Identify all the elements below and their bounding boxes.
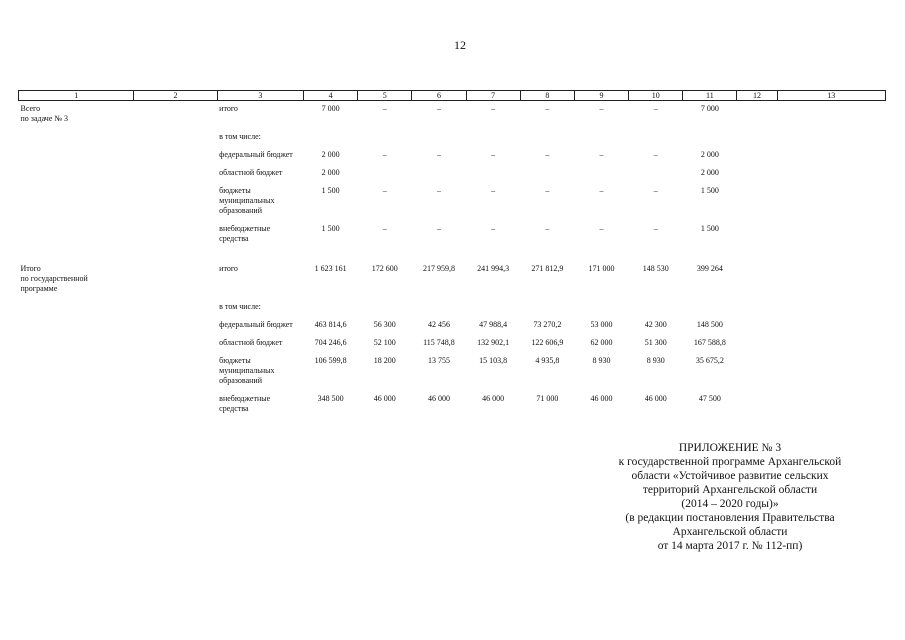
empty-cell: [777, 317, 885, 335]
empty-cell: [737, 335, 777, 353]
appendix-line: Архангельской области: [672, 526, 788, 538]
empty-cell: [737, 261, 777, 299]
empty-cell: [134, 221, 217, 249]
value-cell: [574, 165, 628, 183]
value-cell: 1 500: [321, 186, 340, 195]
empty-cell: [134, 165, 217, 183]
value-cell: –: [599, 150, 604, 159]
empty-cell: [737, 391, 777, 419]
value-cell: [629, 165, 683, 183]
group-label: [19, 165, 134, 183]
value-cell: 148 500: [696, 320, 723, 329]
table-row: [19, 183, 886, 221]
value-cell: [466, 129, 520, 147]
value-cell: –: [436, 150, 441, 159]
table-row: [19, 221, 886, 249]
value-cell: –: [599, 104, 604, 113]
column-header-12: 12: [737, 91, 777, 101]
empty-cell: [777, 261, 885, 299]
value-cell: 42 456: [427, 320, 450, 329]
value-cell: 46 000: [427, 394, 450, 403]
value-cell: 106 599,8: [314, 356, 347, 365]
value-cell: 399 264: [696, 264, 723, 273]
value-cell: [574, 299, 628, 317]
table-row: [19, 391, 886, 419]
table-row: [19, 299, 886, 317]
empty-cell: [134, 183, 217, 221]
value-cell: 15 103,8: [479, 356, 508, 365]
column-header-7: 7: [466, 91, 520, 101]
value-cell: [683, 299, 737, 317]
group-label: [19, 391, 134, 419]
value-cell: [412, 165, 466, 183]
value-cell: [303, 299, 357, 317]
section-spacer: [19, 249, 886, 261]
empty-cell: [777, 129, 885, 147]
value-cell: 1 500: [321, 224, 340, 233]
value-cell: –: [382, 150, 387, 159]
table-header-row: [19, 91, 886, 101]
empty-cell: [737, 129, 777, 147]
value-cell: 1 500: [700, 186, 719, 195]
value-cell: 56 300: [373, 320, 396, 329]
value-cell: 62 000: [590, 338, 613, 347]
value-cell: 71 000: [536, 394, 559, 403]
row-label: итого: [219, 104, 238, 113]
column-header-2: 2: [134, 91, 217, 101]
row-label: в том числе:: [219, 132, 261, 141]
appendix-note: [580, 441, 880, 553]
value-cell: –: [653, 150, 658, 159]
appendix-line: (в редакции постановления Правительства: [625, 512, 835, 524]
value-cell: 8 930: [646, 356, 665, 365]
value-cell: 241 994,3: [477, 264, 510, 273]
empty-cell: [737, 147, 777, 165]
value-cell: –: [436, 104, 441, 113]
appendix-line: ПРИЛОЖЕНИЕ № 3: [678, 442, 782, 454]
row-label: областной бюджет: [219, 168, 283, 177]
column-header-8: 8: [520, 91, 574, 101]
value-cell: –: [653, 224, 658, 233]
value-cell: 132 902,1: [477, 338, 510, 347]
appendix-line: к государственной программе Архангельской: [618, 456, 842, 468]
row-label: в том числе:: [219, 302, 261, 311]
value-cell: [574, 129, 628, 147]
row-label: бюджеты муниципальных образований: [219, 356, 275, 385]
empty-cell: [737, 317, 777, 335]
group-label: [19, 147, 134, 165]
value-cell: 73 270,2: [533, 320, 562, 329]
value-cell: 46 000: [482, 394, 505, 403]
value-cell: 52 100: [373, 338, 396, 347]
table-row: [19, 261, 886, 299]
value-cell: [412, 299, 466, 317]
empty-cell: [134, 353, 217, 391]
value-cell: 2 000: [700, 168, 719, 177]
value-cell: 47 500: [698, 394, 721, 403]
group-label: [19, 299, 134, 317]
value-cell: 704 246,6: [314, 338, 347, 347]
value-cell: 271 812,9: [531, 264, 564, 273]
empty-cell: [777, 353, 885, 391]
appendix-line: области «Устойчивое развитие сельских: [631, 470, 829, 482]
value-cell: –: [653, 104, 658, 113]
empty-cell: [134, 335, 217, 353]
value-cell: 46 000: [644, 394, 667, 403]
value-cell: –: [491, 186, 496, 195]
budget-table: [18, 90, 886, 419]
column-header-5: 5: [358, 91, 412, 101]
empty-cell: [134, 261, 217, 299]
table-row: [19, 165, 886, 183]
empty-cell: [777, 165, 885, 183]
value-cell: –: [436, 224, 441, 233]
empty-cell: [737, 183, 777, 221]
empty-cell: [737, 165, 777, 183]
column-header-3: 3: [217, 91, 303, 101]
empty-cell: [737, 299, 777, 317]
group-label: [19, 317, 134, 335]
empty-cell: [777, 183, 885, 221]
value-cell: –: [599, 186, 604, 195]
group-label: [19, 129, 134, 147]
empty-cell: [134, 147, 217, 165]
empty-cell: [134, 129, 217, 147]
value-cell: [520, 165, 574, 183]
value-cell: 167 588,8: [693, 338, 726, 347]
empty-cell: [777, 299, 885, 317]
column-header-11: 11: [683, 91, 737, 101]
value-cell: –: [653, 186, 658, 195]
column-header-9: 9: [574, 91, 628, 101]
empty-cell: [134, 317, 217, 335]
table-row: [19, 101, 886, 130]
value-cell: 1 623 161: [314, 264, 347, 273]
value-cell: 172 600: [371, 264, 398, 273]
value-cell: –: [545, 186, 550, 195]
value-cell: 47 988,4: [479, 320, 508, 329]
value-cell: 18 200: [373, 356, 396, 365]
appendix-line: (2014 – 2020 годы)»: [681, 498, 779, 510]
value-cell: [412, 129, 466, 147]
empty-cell: [134, 299, 217, 317]
appendix-line: от 14 марта 2017 г. № 112-пп): [657, 540, 803, 552]
value-cell: 4 935,8: [535, 356, 560, 365]
value-cell: 1 500: [700, 224, 719, 233]
empty-cell: [134, 101, 217, 130]
value-cell: [466, 299, 520, 317]
row-label: федеральный бюджет: [219, 150, 293, 159]
group-label: [19, 183, 134, 221]
value-cell: 348 500: [317, 394, 344, 403]
group-label: [19, 335, 134, 353]
value-cell: –: [545, 104, 550, 113]
value-cell: 8 930: [592, 356, 611, 365]
empty-cell: [777, 147, 885, 165]
table-row: [19, 317, 886, 335]
value-cell: 46 000: [373, 394, 396, 403]
value-cell: 51 300: [644, 338, 667, 347]
value-cell: [629, 299, 683, 317]
value-cell: –: [436, 186, 441, 195]
value-cell: 2 000: [321, 168, 340, 177]
value-cell: 7 000: [321, 104, 340, 113]
value-cell: 171 000: [588, 264, 615, 273]
row-label: бюджеты муниципальных образований: [219, 186, 275, 215]
value-cell: [466, 165, 520, 183]
value-cell: –: [491, 224, 496, 233]
column-header-1: 1: [19, 91, 134, 101]
value-cell: [520, 299, 574, 317]
column-header-4: 4: [303, 91, 357, 101]
row-label: итого: [219, 264, 238, 273]
value-cell: 7 000: [700, 104, 719, 113]
empty-cell: [777, 335, 885, 353]
value-cell: –: [382, 104, 387, 113]
value-cell: 217 959,8: [422, 264, 455, 273]
value-cell: 2 000: [321, 150, 340, 159]
table-row: [19, 335, 886, 353]
empty-cell: [737, 101, 777, 130]
value-cell: [358, 299, 412, 317]
value-cell: [683, 129, 737, 147]
row-label: областной бюджет: [219, 338, 283, 347]
value-cell: 53 000: [590, 320, 613, 329]
value-cell: [358, 165, 412, 183]
value-cell: 463 814,6: [314, 320, 347, 329]
value-cell: 148 530: [642, 264, 669, 273]
empty-cell: [777, 101, 885, 130]
value-cell: [629, 129, 683, 147]
empty-cell: [737, 353, 777, 391]
value-cell: 115 748,8: [423, 338, 455, 347]
column-header-10: 10: [629, 91, 683, 101]
group-label: [19, 221, 134, 249]
value-cell: –: [545, 150, 550, 159]
row-label: федеральный бюджет: [219, 320, 293, 329]
row-label: внебюджетные средства: [219, 394, 271, 413]
table-row: [19, 353, 886, 391]
value-cell: –: [491, 150, 496, 159]
empty-cell: [777, 391, 885, 419]
empty-cell: [777, 221, 885, 249]
column-header-6: 6: [412, 91, 466, 101]
table-row: [19, 129, 886, 147]
value-cell: 122 606,9: [531, 338, 564, 347]
value-cell: –: [545, 224, 550, 233]
empty-cell: [134, 391, 217, 419]
row-label: внебюджетные средства: [219, 224, 271, 243]
value-cell: –: [491, 104, 496, 113]
page-number: 12: [454, 38, 466, 52]
value-cell: –: [599, 224, 604, 233]
group-label: Итого по государственной программе: [20, 264, 88, 293]
value-cell: [303, 129, 357, 147]
value-cell: 35 675,2: [695, 356, 724, 365]
empty-cell: [737, 221, 777, 249]
value-cell: 46 000: [590, 394, 613, 403]
value-cell: 2 000: [700, 150, 719, 159]
value-cell: –: [382, 224, 387, 233]
value-cell: 42 300: [644, 320, 667, 329]
value-cell: 13 755: [427, 356, 450, 365]
column-header-13: 13: [777, 91, 885, 101]
value-cell: –: [382, 186, 387, 195]
group-label: [19, 353, 134, 391]
table-row: [19, 147, 886, 165]
value-cell: [520, 129, 574, 147]
group-label: Всего по задаче № 3: [20, 104, 68, 123]
appendix-line: территорий Архангельской области: [642, 484, 818, 496]
value-cell: [358, 129, 412, 147]
